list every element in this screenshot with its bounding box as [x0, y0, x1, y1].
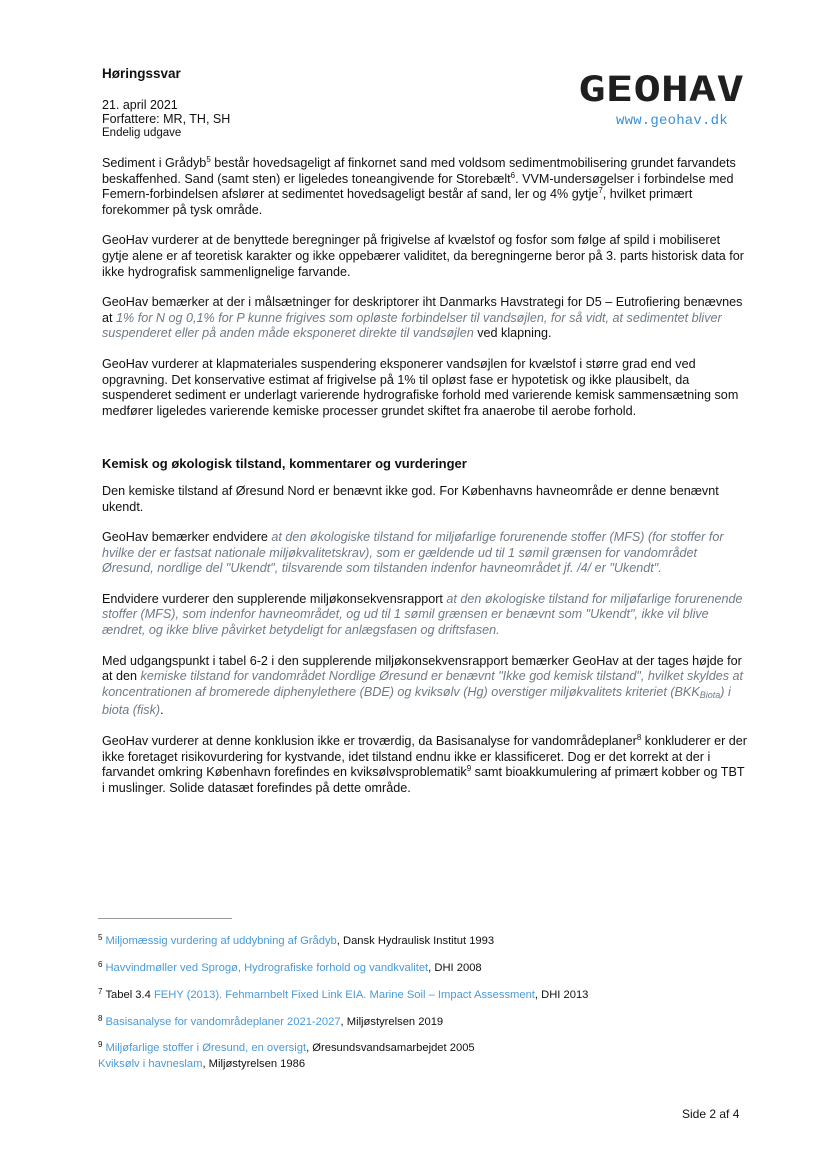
- paragraph-suspension: GeoHav vurderer at klapmateriales suspendering eksponerer vandsøjlen for kvælstof i større grad end ved opgravning. Det konservative estimat af frigivelse på 1% til opløst fase er hypotetisk og ikke plausibelt, da suspenderet sediment er underlagt varierende hydrografiske forhold med varierende kemisk sammensætning som medfører ligeledes varierende kemiske processer grundet skiftet fra anaerobe til aerobe forhold.: [102, 356, 739, 418]
- footnote-ref-7[interactable]: 7: [598, 186, 603, 195]
- paragraph-mfs: GeoHav bemærker endvidere at den økologiske tilstand for miljøfarlige forurenende stoffer (MFS) (for stoffer for hvilke der er fastsat nationale miljøkvalitetskrav), som er gældende ud til 1 sømil grænsen for vandområdet Øresund, nordlige del "Ukendt", tilsvarende som tilstanden indenfor havneområdet jf. /4/ er "Ukendt".: [102, 530, 724, 576]
- document-body: [102, 156, 748, 811]
- page-number: Side 2 af 4: [682, 1107, 740, 1121]
- footnote-link[interactable]: Kviksølv i havneslam: [98, 1058, 203, 1070]
- paragraph-sediment: Sediment i Grådyb$^5$ består hovedsageligt af finkornet sand med voldsom sedimentmobilisering grundet farvandets beskaffenhed. Sand (samt sten) er ligeledes toneangivende for Storebælt$^6$. VVM-undersøgelser i forbindelse med Femern-forbindelsen afslører at sedimentet hovedsageligt består af sand, ler og 4% gytje$^7$, hvilket primært forekommer på tysk område.: [102, 154, 736, 217]
- section-heading: Kemisk og økologisk tilstand, kommentarer og vurderinger: [102, 456, 467, 472]
- header-meta: [102, 98, 230, 140]
- paragraph-chemical-state: Den kemiske tilstand af Øresund Nord er benævnt ikke god. For Københavns havneområde er denne benævnt ukendt.: [102, 483, 719, 514]
- quote: at den økologiske tilstand for miljøfarlige forurenende stoffer (MFS), som indenfor havneområdet, og ud til 1 sømil grænsen er benævnt som "Ukendt", ikke vil blive ændret, og ikke blive påvirket betydeligt for anlægsfasen og driftsfasen.: [102, 591, 743, 638]
- quote: at den økologiske tilstand for miljøfarlige forurenende stoffer (MFS) (for stoffer for hvilke der er fastsat nationale miljøkvalitetskrav), som er gældende ud til 1 sømil grænsen for vandområdet Øresund, nordlige del "Ukendt", tilsvarende som tilstanden indenfor havneområdet jf. /4/ er "Ukendt".: [102, 530, 724, 576]
- footnote-link[interactable]: Miljomæssig vurdering af uddybning af Grådyb: [105, 935, 337, 947]
- geohav-logo: [578, 70, 744, 106]
- footnote-9: $^9$ Miljøfarlige stoffer i Øresund, en oversigt, Øresundsvandsamarbejdet 2005 Kviksølv i havneslam, Miljøstyrelsen 1986: [98, 1040, 475, 1070]
- document-type: Høringssvar: [102, 66, 181, 81]
- footnote-6: $^6$ Havvindmøller ved Sprogø, Hydrografiske forhold og vandkvalitet, DHI 2008: [98, 960, 482, 974]
- authors: Forfattere: MR, TH, SH: [102, 112, 231, 126]
- svg-text:GEOHAV: GEOHAV: [578, 70, 744, 106]
- footnote-link[interactable]: Havvindmøller ved Sprogø, Hydrografiske forhold og vandkvalitet: [105, 962, 429, 974]
- footnote-ref-6[interactable]: 6: [510, 170, 516, 180]
- footnote-8: $^8$ Basisanalyse for vandområdeplaner 2021-2027, Miljøstyrelsen 2019: [98, 1014, 444, 1028]
- paragraph-supplementary-report: Endvidere vurderer den supplerende miljøkonsekvensrapport at den økologiske tilstand for miljøfarlige forurenende stoffer (MFS), som indenfor havneområdet, og ud til 1 sømil grænsen er benævnt som "Ukendt", ikke vil blive ændret, og ikke blive påvirket betydeligt for anlægsfasen og driftsfasen.: [102, 591, 743, 638]
- footnote-link[interactable]: Miljøfarlige stoffer i Øresund, en oversigt: [105, 1042, 307, 1054]
- quote: 1% for N og 0,1% for P kunne frigives som opløste forbindelser til vandsøjlen, for så vidt, at sedimentet bliver suspenderet eller på anden måde eksponeret direkte til vandsøjlen: [102, 310, 722, 341]
- subscript-biota: Biota: [699, 689, 721, 700]
- version: Endelig udgave: [102, 127, 182, 139]
- paragraph-calculations: GeoHav vurderer at de benyttede beregninger på frigivelse af kvælstof og fosfor som følge af spild i mobiliseret gytje alene er af teoretisk karakter og ikke oppebærer validitet, da beregningerne beror på 3. parts historisk data for ikke hydrografisk sammenlignelige farvande.: [102, 233, 744, 279]
- footnote-7: $^7$ Tabel 3.4 FEHY (2013). Fehmarnbelt Fixed Link EIA. Marine Soil – Impact Assessment, DHI 2013: [98, 987, 589, 1001]
- footnote-link[interactable]: FEHY (2013). Fehmarnbelt Fixed Link EIA. Marine Soil – Impact Assessment: [153, 989, 535, 1001]
- website-link[interactable]: www.geohav.dk: [616, 113, 728, 129]
- footnote-link[interactable]: Basisanalyse for vandområdeplaner 2021-2027: [105, 1016, 341, 1028]
- paragraph-havstrategi: GeoHav bemærker at der i målsætninger for deskriptorer iht Danmarks Havstrategi for D5 – Eutrofiering benævnes at 1% for N og 0,1% for P kunne frigives som opløste forbindelser til vandsøjlen, for så vidt, at sedimentet bliver suspenderet eller på anden måde eksponeret direkte til vandsøjlen ved klapning.: [102, 295, 743, 341]
- footnote-divider: [98, 918, 232, 919]
- date: 21. april 2021: [102, 98, 178, 112]
- footnote-ref-5[interactable]: 5: [206, 154, 211, 164]
- paragraph-conclusion: GeoHav vurderer at denne konklusion ikke er troværdig, da Basisanalyse for vandområdeplaner$^8$ konkluderer er der ikke foretaget risikovurdering for kystvande, idet tilstand endnu ikke er klassificeret. Dog er det korrekt at der i farvandet omkring København forefindes en kviksølvsproblematik$^9$ samt bioakkumulering af primært kobber og TBT i muslinger. Solide datasæt forefindes på dette område.: [102, 732, 747, 795]
- paragraph-table-6-2: Med udgangspunkt i tabel 6-2 i den supplerende miljøkonsekvensrapport bemærker GeoHav at der tages højde for at den kemiske tilstand for vandområdet Nordlige Øresund er benævnt "Ikke god kemisk tilstand", hvilket skyldes at koncentrationen af bromerede diphenylethere (BDE) og kviksølv (Hg) overstiger miljøkvalitets kriteriet $(BKK_{Biota})$ i biota (fisk).: [102, 653, 744, 718]
- footnote-ref-9[interactable]: 9: [466, 764, 472, 774]
- footnote-5: $^5$ Miljomæssig vurdering af uddybning af Grådyb, Dansk Hydraulisk Institut 1993: [98, 933, 495, 947]
- quote: kemiske tilstand for vandområdet Nordlige Øresund er benævnt "Ikke god kemisk tilstand", hvilket skyldes at koncentrationen af bromerede diphenylethere (BDE) og kviksølv (Hg) overstiger miljøkvalitets kriteriet (BKK: [102, 669, 744, 699]
- footnote-ref-8[interactable]: 8: [636, 732, 642, 742]
